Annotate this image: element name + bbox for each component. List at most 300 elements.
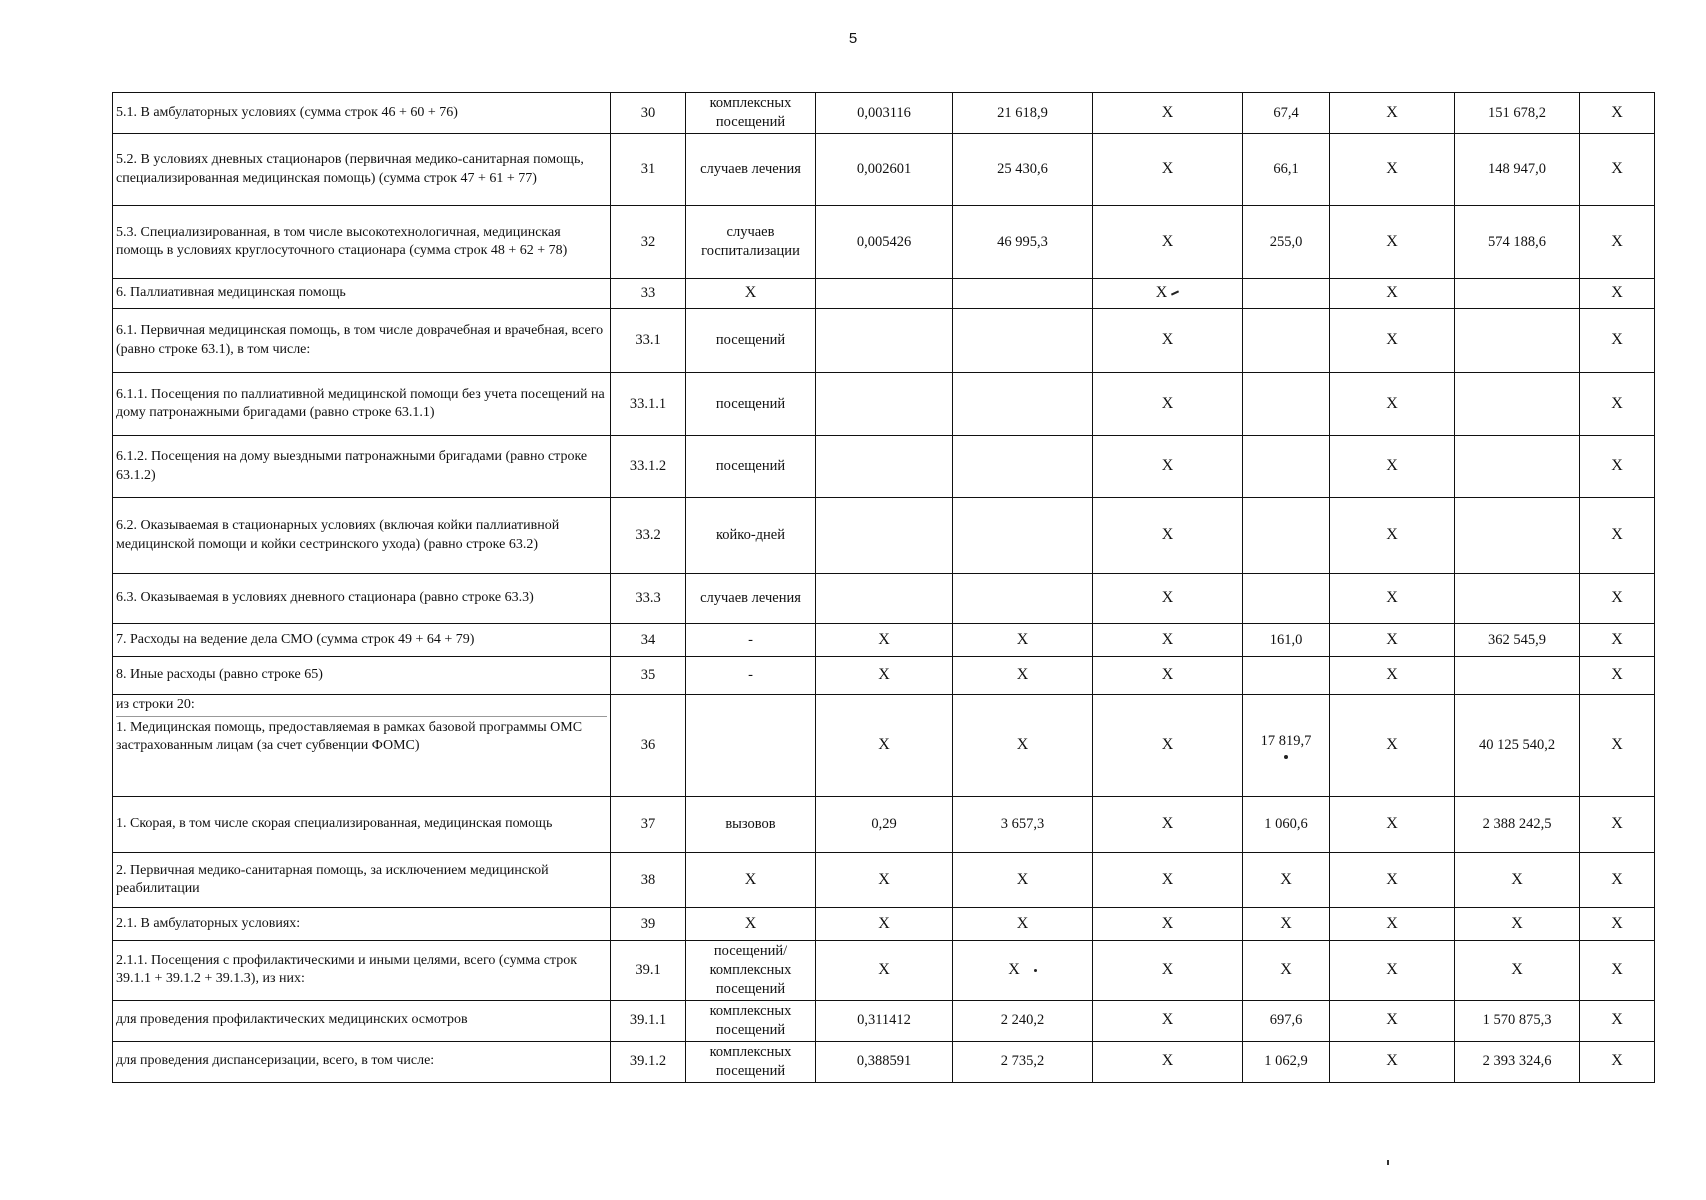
row-name [113,93,611,134]
value-col10 [1580,1041,1655,1082]
table-row [113,436,1655,498]
value-col10 [1580,1000,1655,1041]
value-col10-text: X [1611,284,1623,302]
value-col7-text: 67,4 [1273,104,1299,121]
row-code [611,498,686,574]
value-col4 [816,624,953,657]
value-col6 [1093,908,1243,941]
unit-cell-text: случаев госпитализации [701,224,800,259]
value-col5-text: 46 995,3 [997,233,1048,250]
value-col8 [1330,93,1455,134]
value-col9 [1455,309,1580,373]
pen-mark [1171,291,1179,296]
value-col4-text: 0,311412 [857,1012,911,1029]
value-col4-text: 0,002601 [856,161,912,178]
value-col8-text: X [1386,331,1398,349]
value-col8-text: X [1386,630,1398,648]
value-col8-text: X [1386,736,1398,754]
row-code [611,695,686,797]
value-col4 [816,853,953,908]
scan-mark [1387,1160,1389,1165]
value-col10 [1580,279,1655,309]
unit-cell-text: комплексных посещений [709,1002,792,1038]
value-col10 [1580,908,1655,941]
value-col10-text: X [1611,331,1623,349]
value-col5 [953,206,1093,279]
value-col4 [816,1041,953,1082]
value-col9 [1455,908,1580,941]
value-col6-text: X [1161,589,1174,607]
value-col5 [953,498,1093,574]
row-code [611,436,686,498]
value-col9 [1455,1000,1580,1041]
row-name [113,498,611,574]
value-col8-text: X [1386,232,1398,250]
table-row [113,309,1655,373]
value-col9-text: X [1511,914,1523,932]
row-name-text: 6. Паллиативная медицинская помощь [116,285,346,301]
unit-cell-text: X [744,870,757,888]
unit-cell [686,93,816,134]
value-col5 [953,908,1093,941]
value-col8-text: X [1386,103,1398,121]
row-name [113,373,611,436]
value-col9-text: 1 570 875,3 [1482,1012,1552,1029]
row-code-text: 33.1 [635,332,661,349]
value-col9 [1455,206,1580,279]
table-row [113,908,1655,941]
value-col4-text: X [878,736,890,754]
value-col10 [1580,134,1655,206]
unit-cell [686,279,816,309]
value-col6 [1093,1000,1243,1041]
unit-cell [686,695,816,797]
row-code-text: 38 [640,871,656,888]
value-col6 [1093,93,1243,134]
row-name-text: 6.1.2. Посещения на дому выездными патронажными бригадами (равно строке 63.1.2) [116,449,588,483]
value-col10-text: X [1611,870,1623,888]
table-row [113,695,1655,797]
value-col10-text: X [1611,960,1623,978]
value-col7 [1243,206,1330,279]
value-col10 [1580,93,1655,134]
row-name [113,436,611,498]
value-col4 [816,309,953,373]
value-col10 [1580,498,1655,574]
table-row [113,574,1655,624]
value-col9 [1455,93,1580,134]
row-code [611,624,686,657]
row-code-text: 32 [640,233,656,250]
row-code [611,908,686,941]
row-name-text: 1. Скорая, в том числе скорая специализированная, медицинская помощь [116,816,553,832]
unit-cell-text: комплексных посещений [709,95,792,130]
unit-cell [686,1000,816,1041]
value-col7 [1243,657,1330,695]
value-col8-text: X [1386,815,1398,833]
value-col10-text: X [1611,666,1623,684]
value-col8 [1330,853,1455,908]
value-col7 [1243,498,1330,574]
unit-cell-text: комплексных посещений [709,1043,792,1079]
value-col10 [1580,206,1655,279]
value-col10 [1580,624,1655,657]
value-col10 [1580,574,1655,624]
value-col6 [1093,206,1243,279]
value-col9 [1455,853,1580,908]
value-col10-text: X [1611,736,1623,754]
row-code [611,373,686,436]
value-col7 [1243,93,1330,134]
row-code [611,206,686,279]
value-col6 [1093,134,1243,206]
value-col7 [1243,941,1330,1001]
value-col5-text: X [1016,666,1029,684]
value-col5 [953,309,1093,373]
value-col9 [1455,436,1580,498]
value-col8 [1330,206,1455,279]
value-col7 [1243,134,1330,206]
table-row [113,206,1655,279]
value-col10 [1580,657,1655,695]
table-body [113,93,1655,1083]
table-row [113,93,1655,134]
value-col7 [1243,574,1330,624]
value-col8 [1330,624,1455,657]
row-code-text: 33.1.2 [629,458,667,475]
row-name [113,279,611,309]
row-name [113,134,611,206]
row-name-text: 6.3. Оказываемая в условиях дневного стационара (равно строке 63.3) [116,590,534,606]
value-col10-text: X [1611,589,1623,607]
value-col8 [1330,373,1455,436]
value-col10-text: X [1611,457,1623,475]
value-col7 [1243,695,1330,797]
value-col5-text: X [1016,870,1029,888]
value-col5 [953,695,1093,797]
table-row [113,853,1655,908]
value-col6 [1093,574,1243,624]
row-name-text: 8. Иные расходы (равно строке 65) [116,667,323,683]
value-col6-text: X [1161,1052,1174,1070]
value-col4 [816,206,953,279]
value-col6-text: X [1161,815,1174,833]
row-code-text: 33 [640,285,656,302]
value-col7-text: X [1280,914,1292,932]
value-col8 [1330,908,1455,941]
value-col8 [1330,1041,1455,1082]
unit-cell [686,624,816,657]
value-col4 [816,134,953,206]
row-code-text: 33.3 [635,590,661,607]
value-col6-text: X [1161,457,1174,475]
value-col10-text: X [1611,160,1623,178]
row-name [113,309,611,373]
value-col6 [1093,309,1243,373]
value-col10-text: X [1611,914,1623,932]
unit-cell [686,206,816,279]
value-col5 [953,574,1093,624]
value-col8-text: X [1386,526,1398,544]
unit-cell [686,574,816,624]
value-col8 [1330,309,1455,373]
value-col6-text: X [1161,394,1174,412]
row-name-text: для проведения профилактических медицинских осмотров [116,1012,468,1028]
value-col7 [1243,1041,1330,1082]
scan-dot [1034,969,1037,972]
value-col8-text: X [1386,1052,1398,1070]
value-col7-text: 161,0 [1269,631,1303,648]
unit-cell [686,373,816,436]
value-col9-text: X [1511,960,1523,978]
row-code [611,279,686,309]
row-code [611,1041,686,1082]
row-name-text: 6.1.1. Посещения по паллиативной медицинской помощи без учета посещений на дому патронажными бригадами (равно строке 63.1.1) [116,386,605,420]
value-col5 [953,624,1093,657]
value-col7 [1243,1000,1330,1041]
table-row [113,624,1655,657]
row-code [611,134,686,206]
value-col5 [953,1041,1093,1082]
row-code [611,309,686,373]
value-col9-text: 362 545,9 [1488,631,1546,648]
value-col4 [816,657,953,695]
value-col5 [953,1000,1093,1041]
value-col5 [953,93,1093,134]
value-col6-text: X [1161,1011,1174,1029]
value-col5-text: 2 240,2 [1000,1012,1045,1029]
value-col8-text: X [1386,160,1398,178]
value-col9-text: 574 188,6 [1488,233,1546,250]
value-col4-text: 0,388591 [856,1053,912,1070]
value-col5-text: 25 430,6 [997,161,1048,178]
row-code-text: 34 [640,631,656,648]
unit-cell-text: - [748,631,753,648]
value-col6-text: X [1161,914,1174,932]
row-name [113,1000,611,1041]
row-name [113,853,611,908]
value-col8 [1330,657,1455,695]
value-col6-text: X [1161,630,1174,648]
value-col8-text: X [1386,457,1398,475]
row-name-text: 6.1. Первичная медицинская помощь, в том числе доврачебная и врачебная, всего (равно строке 63.1), в том числе: [116,323,604,357]
row-name [113,1041,611,1082]
value-col6 [1093,373,1243,436]
value-col7-text: 255,0 [1269,233,1303,250]
value-col8 [1330,279,1455,309]
table-row [113,941,1655,1001]
value-col6 [1093,657,1243,695]
value-col7-text: 66,1 [1273,161,1299,178]
value-col6 [1093,941,1243,1001]
value-col9 [1455,797,1580,853]
value-col6-text: X [1161,232,1174,250]
value-col8 [1330,574,1455,624]
value-col5-text: X [1008,960,1020,978]
value-col9 [1455,279,1580,309]
value-col9-text: 2 393 324,6 [1482,1053,1552,1070]
value-col5 [953,279,1093,309]
value-col8 [1330,498,1455,574]
row-code [611,574,686,624]
value-col4 [816,436,953,498]
value-col10 [1580,695,1655,797]
value-col10-text: X [1611,232,1623,250]
row-name-text: 5.2. В условиях дневных стационаров (первичная медико-санитарная помощь, специализированная медицинская помощь) (сумма строк 47 + 61 + 77) [116,152,584,186]
value-col10-text: X [1611,815,1623,833]
row-code [611,657,686,695]
value-col10 [1580,373,1655,436]
value-col5-text: 2 735,2 [1000,1053,1045,1070]
value-col4-text: X [878,914,890,932]
value-col7-text: 1 060,6 [1264,816,1308,833]
value-col6-text: X [1161,160,1174,178]
value-col6 [1093,498,1243,574]
row-code-text: 39.1.1 [629,1012,667,1029]
value-col6-text: X [1161,960,1174,978]
value-col9 [1455,624,1580,657]
value-col6 [1093,853,1243,908]
value-col4 [816,574,953,624]
row-code [611,941,686,1001]
row-code-text: 39.1.2 [629,1053,667,1070]
row-code [611,797,686,853]
row-code-text: 31 [640,161,656,178]
value-col8 [1330,797,1455,853]
value-col10-text: X [1611,630,1623,648]
value-col8 [1330,134,1455,206]
value-col10 [1580,436,1655,498]
unit-cell [686,657,816,695]
row-code-text: 33.2 [635,527,661,544]
row-name-text: 2.1.1. Посещения с профилактическими и иными целями, всего (сумма строк 39.1.1 + 39.1.2 + 39.1.3), из них: [116,953,578,987]
unit-cell [686,797,816,853]
row-code [611,93,686,134]
value-col8-text: X [1386,960,1398,978]
value-col5 [953,797,1093,853]
value-col5 [953,853,1093,908]
value-col4 [816,908,953,941]
row-code [611,1000,686,1041]
value-col10-text: X [1611,103,1623,121]
value-col5 [953,941,1093,1001]
value-col6 [1093,695,1243,797]
value-col6-text: X [1161,870,1174,888]
value-col8 [1330,436,1455,498]
value-col4 [816,941,953,1001]
value-col8-text: X [1386,870,1398,888]
table-row [113,657,1655,695]
unit-cell-text: X [744,284,757,302]
value-col9-text: 151 678,2 [1488,104,1546,121]
value-col7-text: X [1280,960,1292,978]
value-col8-text: X [1386,666,1398,684]
value-col10-text: X [1611,526,1623,544]
value-col5-text: 3 657,3 [1000,816,1045,833]
value-col4 [816,1000,953,1041]
value-col5 [953,657,1093,695]
value-col9 [1455,134,1580,206]
row-code-text: 35 [640,667,656,684]
value-col7 [1243,853,1330,908]
value-col7 [1243,279,1330,309]
unit-cell [686,908,816,941]
value-col4-text: X [878,960,890,978]
value-col4-text: X [878,870,890,888]
report-table [112,92,1655,1083]
value-col7 [1243,624,1330,657]
value-col8 [1330,941,1455,1001]
value-col4-text: 0,29 [871,816,897,833]
value-col8 [1330,1000,1455,1041]
value-col4-text: X [878,630,890,648]
value-col4 [816,93,953,134]
value-col6 [1093,279,1243,309]
row-code-text: 30 [640,104,656,121]
row-code-text: 33.1.1 [629,395,667,412]
value-col9-text: 148 947,0 [1488,161,1546,178]
value-col7 [1243,373,1330,436]
row-name-text: 5.1. В амбулаторных условиях (сумма строк 46 + 60 + 76) [116,104,458,120]
value-col9 [1455,695,1580,797]
table-row [113,1000,1655,1041]
value-col5-text: X [1016,736,1029,754]
row-code-text: 39 [640,915,656,932]
row-code-text: 39.1 [635,961,661,978]
scan-dot [1284,755,1288,759]
row-name-text: 1. Медицинская помощь, предоставляемая в рамках базовой программы ОМС застрахованным лицам (за счет субвенции ФОМС) [116,720,583,754]
value-col10 [1580,941,1655,1001]
row-prefix: из строки 20: [116,696,607,717]
value-col4 [816,279,953,309]
value-col9 [1455,941,1580,1001]
value-col7-text: 697,6 [1269,1012,1303,1029]
row-name-text: 5.3. Специализированная, в том числе высокотехнологичная, медицинская помощь в условиях круглосуточного стационара (сумма строк 48 + 62 + 78) [116,224,568,258]
row-name [113,574,611,624]
value-col10-text: X [1611,394,1623,412]
value-col4-text: 0,003116 [857,104,911,121]
row-name-text: 6.2. Оказываемая в стационарных условиях (включая койки паллиативной медицинской помощи и койки сестринского ухода) (равно строке 63.2) [116,518,560,552]
value-col8-text: X [1386,589,1398,607]
table-row [113,134,1655,206]
value-col6-text: X [1161,103,1174,121]
value-col7-text: 1 062,9 [1264,1053,1308,1070]
row-name [113,695,611,797]
value-col9 [1455,1041,1580,1082]
row-code-text: 37 [640,816,656,833]
value-col5-text: X [1016,914,1029,932]
row-name [113,657,611,695]
value-col7 [1243,309,1330,373]
value-col5 [953,436,1093,498]
row-code-text: 36 [640,737,656,754]
value-col8-text: X [1386,914,1398,932]
value-col7 [1243,436,1330,498]
value-col9-text: 2 388 242,5 [1482,816,1552,833]
table-row [113,373,1655,436]
row-name [113,797,611,853]
value-col7 [1243,908,1330,941]
value-col6 [1093,1041,1243,1082]
value-col4-text: X [878,666,890,684]
unit-cell [686,309,816,373]
row-name [113,941,611,1001]
row-name-text: 2.1. В амбулаторных условиях: [116,915,301,931]
value-col6 [1093,436,1243,498]
value-col7-text: 17 819,7 [1260,733,1312,750]
row-name [113,908,611,941]
table-row [113,797,1655,853]
